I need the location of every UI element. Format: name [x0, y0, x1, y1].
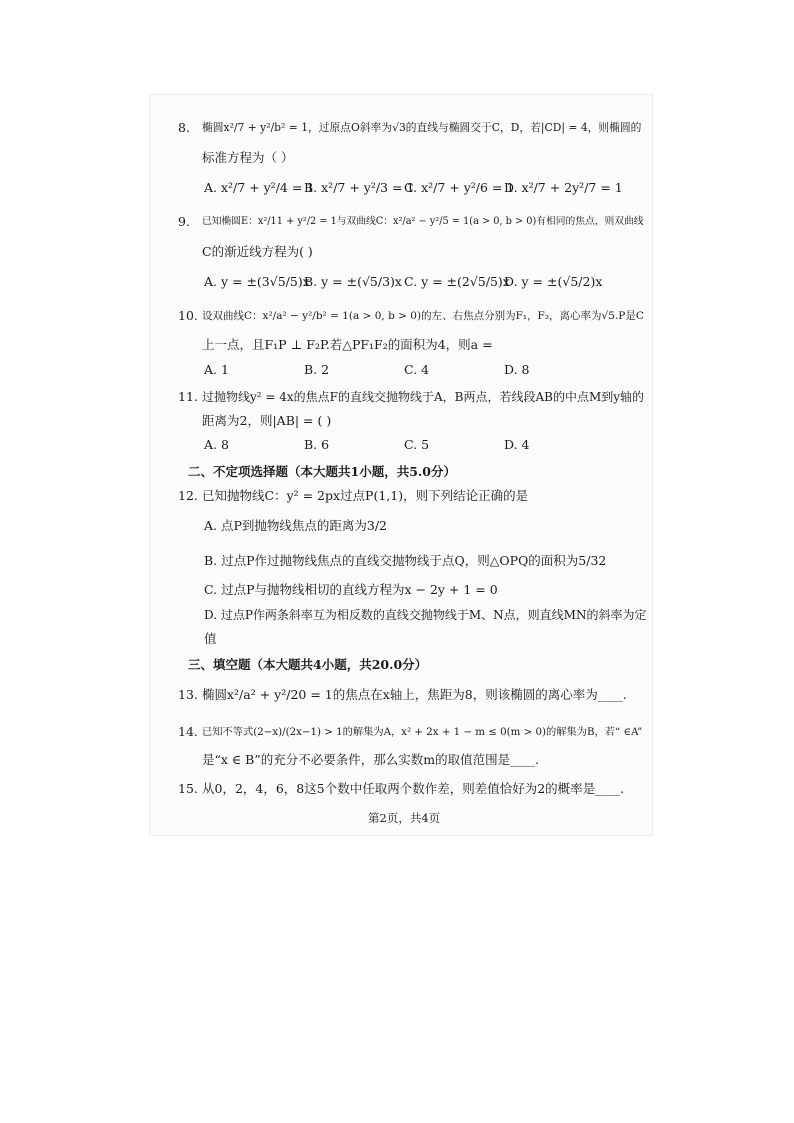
q8-option-c: C. x²/7 + y²/6 = 1: [404, 180, 515, 195]
q11-stem-line2: 距离为2，则|AB| = ( ): [202, 413, 332, 428]
q11-stem-line1: 过抛物线y² = 4x的焦点F的直线交抛物线于A，B两点，若线段AB的中点M到y轴的: [202, 390, 645, 404]
q8-stem-line1: 椭圆x²/7 + y²/b² = 1，过原点O斜率为√3的直线与椭圆交于C，D，若|CD| = 4，则椭圆的: [202, 121, 642, 134]
section-3-heading: 三、填空题（本大题共4小题，共20.0分）: [188, 657, 428, 672]
q8-option-b: B. x²/7 + y²/3 = 1: [304, 180, 415, 195]
section-2-heading: 二、不定项选择题（本大题共1小题，共5.0分）: [188, 464, 456, 479]
q13-stem-line1: 椭圆x²/a² + y²/20 = 1的焦点在x轴上，焦距为8，则该椭圆的离心率为____.: [202, 687, 627, 702]
q10-stem-line1: 设双曲线C：x²/a² − y²/b² = 1(a > 0, b > 0)的左、右焦点分别为F₁，F₂，离心率为√5.P是C: [202, 310, 644, 322]
q12-option-c: C. 过点P与抛物线相切的直线方程为x − 2y + 1 = 0: [204, 582, 498, 597]
q14-stem-line1: 已知不等式(2−x)/(2x−1) > 1的解集为A，x² + 2x + 1 − m ≤ 0(m > 0)的解集为B，若“ ∈A”: [202, 726, 643, 738]
q8-option-d: D. x²/7 + 2y²/7 = 1: [504, 180, 623, 195]
q10-option-a: A. 1: [204, 362, 229, 377]
q9-option-c: C. y = ±(2√5/5)x: [404, 274, 510, 289]
q10-option-d: D. 8: [504, 362, 530, 377]
q10-stem-line2: 上一点，且F₁P ⊥ F₂P.若△PF₁F₂的面积为4，则a =: [202, 337, 493, 352]
q10-number: 10.: [178, 308, 198, 323]
q9-option-a: A. y = ±(3√5/5)x: [204, 274, 310, 289]
q11-option-c: C. 5: [404, 437, 430, 452]
q8-number: 8.: [178, 120, 190, 135]
q12-option-d-line2: 值: [204, 631, 217, 646]
q15-number: 15.: [178, 781, 198, 796]
q13-number: 13.: [178, 687, 198, 702]
q9-number: 9.: [178, 214, 190, 229]
q8-option-a: A. x²/7 + y²/4 = 1: [204, 180, 315, 195]
q11-option-d: D. 4: [504, 437, 530, 452]
q14-stem-line2: 是“x ∈ B”的充分不必要条件，那么实数m的取值范围是____.: [202, 752, 540, 767]
q12-number: 12.: [178, 488, 198, 503]
q8-stem-line2: 标准方程为（ ）: [202, 150, 294, 165]
q15-stem-line1: 从0，2，4，6，8这5个数中任取两个数作差，则差值恰好为2的概率是____.: [202, 781, 625, 796]
q12-option-b: B. 过点P作过抛物线焦点的直线交抛物线于点Q，则△OPQ的面积为5/32: [204, 553, 607, 568]
q10-option-b: B. 2: [304, 362, 330, 377]
page-footer: 第2页，共4页: [368, 811, 441, 825]
q12-option-a: A. 点P到抛物线焦点的距离为3/2: [204, 518, 388, 533]
q11-option-a: A. 8: [204, 437, 229, 452]
q9-stem-line1: 已知椭圆E：x²/11 + y²/2 = 1与双曲线C：x²/a² − y²/5 = 1(a > 0, b > 0)有相同的焦点，则双曲线: [202, 216, 644, 227]
q9-option-b: B. y = ±(√5/3)x: [304, 274, 402, 289]
q12-stem-line1: 已知抛物线C：y² = 2px过点P(1,1)，则下列结论正确的是: [202, 488, 529, 503]
q11-option-b: B. 6: [304, 437, 330, 452]
q14-number: 14.: [178, 724, 198, 739]
q9-option-d: D. y = ±(√5/2)x: [504, 274, 603, 289]
q10-option-c: C. 4: [404, 362, 430, 377]
q11-number: 11.: [178, 389, 198, 404]
q9-stem-line2: C的渐近线方程为( ): [202, 244, 313, 259]
q12-option-d-line1: D. 过点P作两条斜率互为相反数的直线交抛物线于M、N点，则直线MN的斜率为定: [204, 608, 647, 622]
